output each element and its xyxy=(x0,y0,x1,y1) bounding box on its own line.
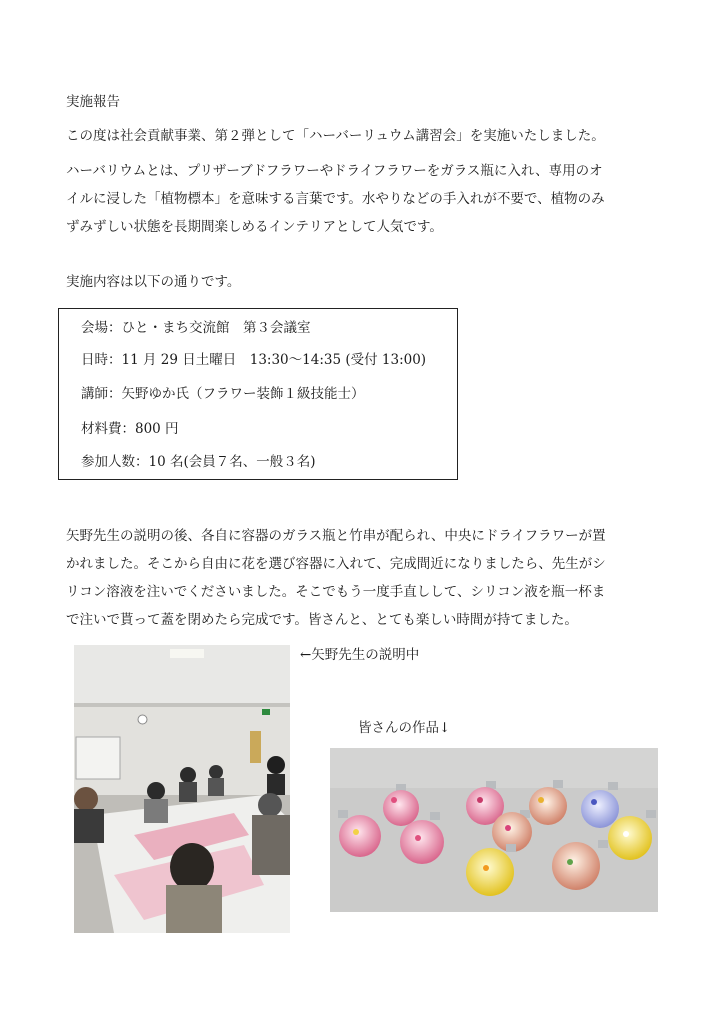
report-line: リコン溶液を注いでくださいました。そこでもう一度手直しして、シリコン液を瓶一杯ま xyxy=(66,584,606,600)
herbarium-works-photo xyxy=(330,748,658,912)
intro-text: この度は社会貢献事業、第２弾として「ハーバーリュウム講習会」を実施いたしました。 xyxy=(66,128,605,144)
instructor-caption: ←矢野先生の説明中 xyxy=(300,647,420,663)
report-line: 矢野先生の説明の後、各自に容器のガラス瓶と竹串が配られ、中央にドライフラワーが置 xyxy=(66,528,606,544)
detail-material-fee: 材料費：800 円 xyxy=(81,421,179,437)
detail-datetime: 日時：11 月 29 日土曜日 13:30～14:35 (受付 13:00) xyxy=(81,352,427,368)
description-line: イルに浸した「植物標本」を意味する言葉です。水やりなどの手入れが不要で、植物のみ xyxy=(66,191,605,207)
report-paragraph xyxy=(66,522,666,634)
report-heading: 実施報告 xyxy=(66,94,120,110)
herbarium-bottles-illustration xyxy=(330,748,658,912)
classroom-photo xyxy=(74,645,290,933)
description-line: ハーバリウムとは、プリザーブドフラワーやドライフラワーをガラス瓶に入れ、専用のオ xyxy=(66,163,603,179)
description-paragraph xyxy=(66,157,666,241)
details-intro: 実施内容は以下の通りです。 xyxy=(66,274,241,290)
description-line: ずみずしい状態を長期間楽しめるインテリアとして人気です。 xyxy=(66,219,443,235)
classroom-illustration xyxy=(74,645,290,933)
event-details-box xyxy=(58,308,458,480)
detail-instructor: 講師：矢野ゆか氏（フラワー装飾１級技能士） xyxy=(81,386,365,402)
detail-venue: 会場：ひと・まち交流館 第３会議室 xyxy=(81,320,311,336)
detail-participants: 参加人数：10 名(会員７名、一般３名) xyxy=(81,454,316,470)
works-caption: 皆さんの作品↓ xyxy=(358,720,451,736)
report-line: で注いで貰って蓋を閉めたら完成です。皆さんと、とても楽しい時間が持てました。 xyxy=(66,612,578,628)
report-line: かれました。そこから自由に花を選び容器に入れて、完成間近になりましたら、先生がシ xyxy=(66,556,606,572)
